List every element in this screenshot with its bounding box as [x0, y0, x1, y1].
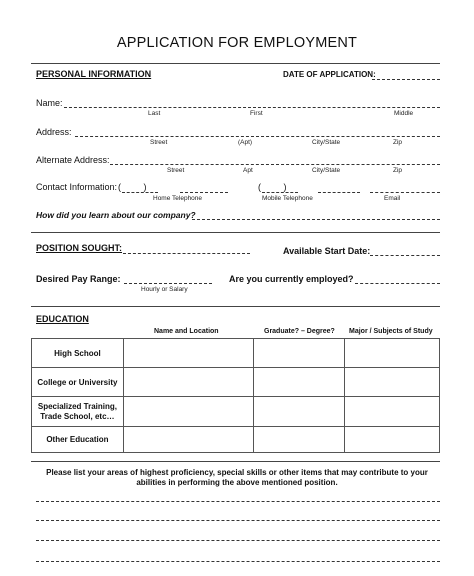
- alt-address-street-sub: Street: [167, 167, 185, 174]
- pay-sub: Hourly or Salary: [141, 286, 188, 293]
- section-divider: [31, 306, 440, 307]
- table-row: [32, 368, 440, 397]
- edu-cell[interactable]: [254, 427, 345, 453]
- edu-row-label: Other Education: [32, 427, 124, 453]
- skills-line[interactable]: [36, 540, 440, 541]
- address-street-sub: Street: [150, 139, 168, 146]
- edu-cell[interactable]: [345, 368, 440, 397]
- edu-cell[interactable]: [345, 427, 440, 453]
- currently-employed-field[interactable]: [355, 283, 440, 284]
- address-label: Address:: [36, 127, 72, 137]
- edu-row-label: College or University: [32, 368, 124, 397]
- email-field[interactable]: [370, 192, 440, 193]
- position-sought-label: POSITION SOUGHT:: [36, 243, 123, 253]
- available-start-label: Available Start Date:: [283, 246, 371, 256]
- edu-cell[interactable]: [254, 397, 345, 427]
- edu-cell[interactable]: [123, 397, 254, 427]
- email-sub: Email: [384, 195, 401, 202]
- edu-cell[interactable]: [345, 339, 440, 368]
- name-middle-sub: Middle: [394, 110, 414, 117]
- name-label: Name:: [36, 98, 63, 108]
- desired-pay-label: Desired Pay Range:: [36, 274, 121, 284]
- address-field[interactable]: [75, 136, 440, 137]
- section-divider: [31, 63, 440, 64]
- mobile-phone-area-line: [262, 192, 298, 193]
- name-field[interactable]: [64, 107, 440, 108]
- currently-employed-label: Are you currently employed?: [229, 274, 354, 284]
- date-of-application-label: DATE OF APPLICATION:: [283, 70, 376, 79]
- how-learn-label: How did you learn about our company?: [36, 210, 196, 220]
- skills-line[interactable]: [36, 501, 440, 502]
- education-heading: EDUCATION: [36, 314, 89, 324]
- address-city-sub: City/State: [312, 139, 341, 146]
- skills-line[interactable]: [36, 520, 440, 521]
- alt-address-apt-sub: Apt: [243, 167, 253, 174]
- section-divider: [31, 232, 440, 233]
- edu-cell[interactable]: [345, 397, 440, 427]
- mobile-phone-field[interactable]: ( ): [258, 182, 287, 192]
- home-phone-line: [180, 192, 228, 193]
- mobile-phone-sub: Mobile Telephone: [262, 195, 313, 202]
- contact-label: Contact Information:: [36, 182, 118, 192]
- edu-cell[interactable]: [254, 339, 345, 368]
- edu-cell[interactable]: [123, 427, 254, 453]
- table-row: [32, 427, 440, 453]
- skills-instruction-line2: abilities in performing the above mentioned position.: [136, 478, 338, 487]
- edu-row-label: High School: [32, 339, 124, 368]
- edu-cell[interactable]: [123, 339, 254, 368]
- how-learn-field[interactable]: [192, 219, 440, 220]
- form-title: APPLICATION FOR EMPLOYMENT: [116, 35, 358, 51]
- alt-address-label: Alternate Address:: [36, 155, 110, 165]
- alt-address-city-sub: City/State: [312, 167, 341, 174]
- section-divider: [31, 461, 440, 462]
- home-phone-field[interactable]: ( ): [118, 182, 147, 192]
- edu-row-label: Specialized Training, Trade School, etc…: [32, 397, 124, 427]
- edu-col-major: Major / Subjects of Study: [349, 328, 433, 335]
- edu-col-name: Name and Location: [154, 328, 219, 335]
- home-phone-area-line: [122, 192, 158, 193]
- available-start-field[interactable]: [370, 255, 440, 256]
- edu-col-graduate: Graduate? – Degree?: [264, 328, 335, 335]
- home-phone-sub: Home Telephone: [153, 195, 203, 202]
- skills-line[interactable]: [36, 561, 440, 562]
- position-sought-field[interactable]: [123, 253, 250, 254]
- desired-pay-field[interactable]: [124, 283, 212, 284]
- edu-cell[interactable]: [123, 368, 254, 397]
- edu-cell[interactable]: [254, 368, 345, 397]
- mobile-phone-line: [318, 192, 360, 193]
- date-of-application-field[interactable]: [372, 79, 440, 80]
- skills-instruction-line1: Please list your areas of highest proficiency, special skills or other items that may contribute to your: [46, 468, 428, 477]
- alt-address-field[interactable]: [110, 164, 440, 165]
- name-first-sub: First: [250, 110, 263, 117]
- education-table: [31, 338, 440, 453]
- address-zip-sub: Zip: [393, 139, 403, 146]
- table-row: [32, 339, 440, 368]
- address-apt-sub: (Apt): [238, 139, 253, 146]
- table-row: [32, 397, 440, 427]
- name-last-sub: Last: [148, 110, 161, 117]
- alt-address-zip-sub: Zip: [393, 167, 403, 174]
- personal-info-heading: PERSONAL INFORMATION: [36, 69, 152, 79]
